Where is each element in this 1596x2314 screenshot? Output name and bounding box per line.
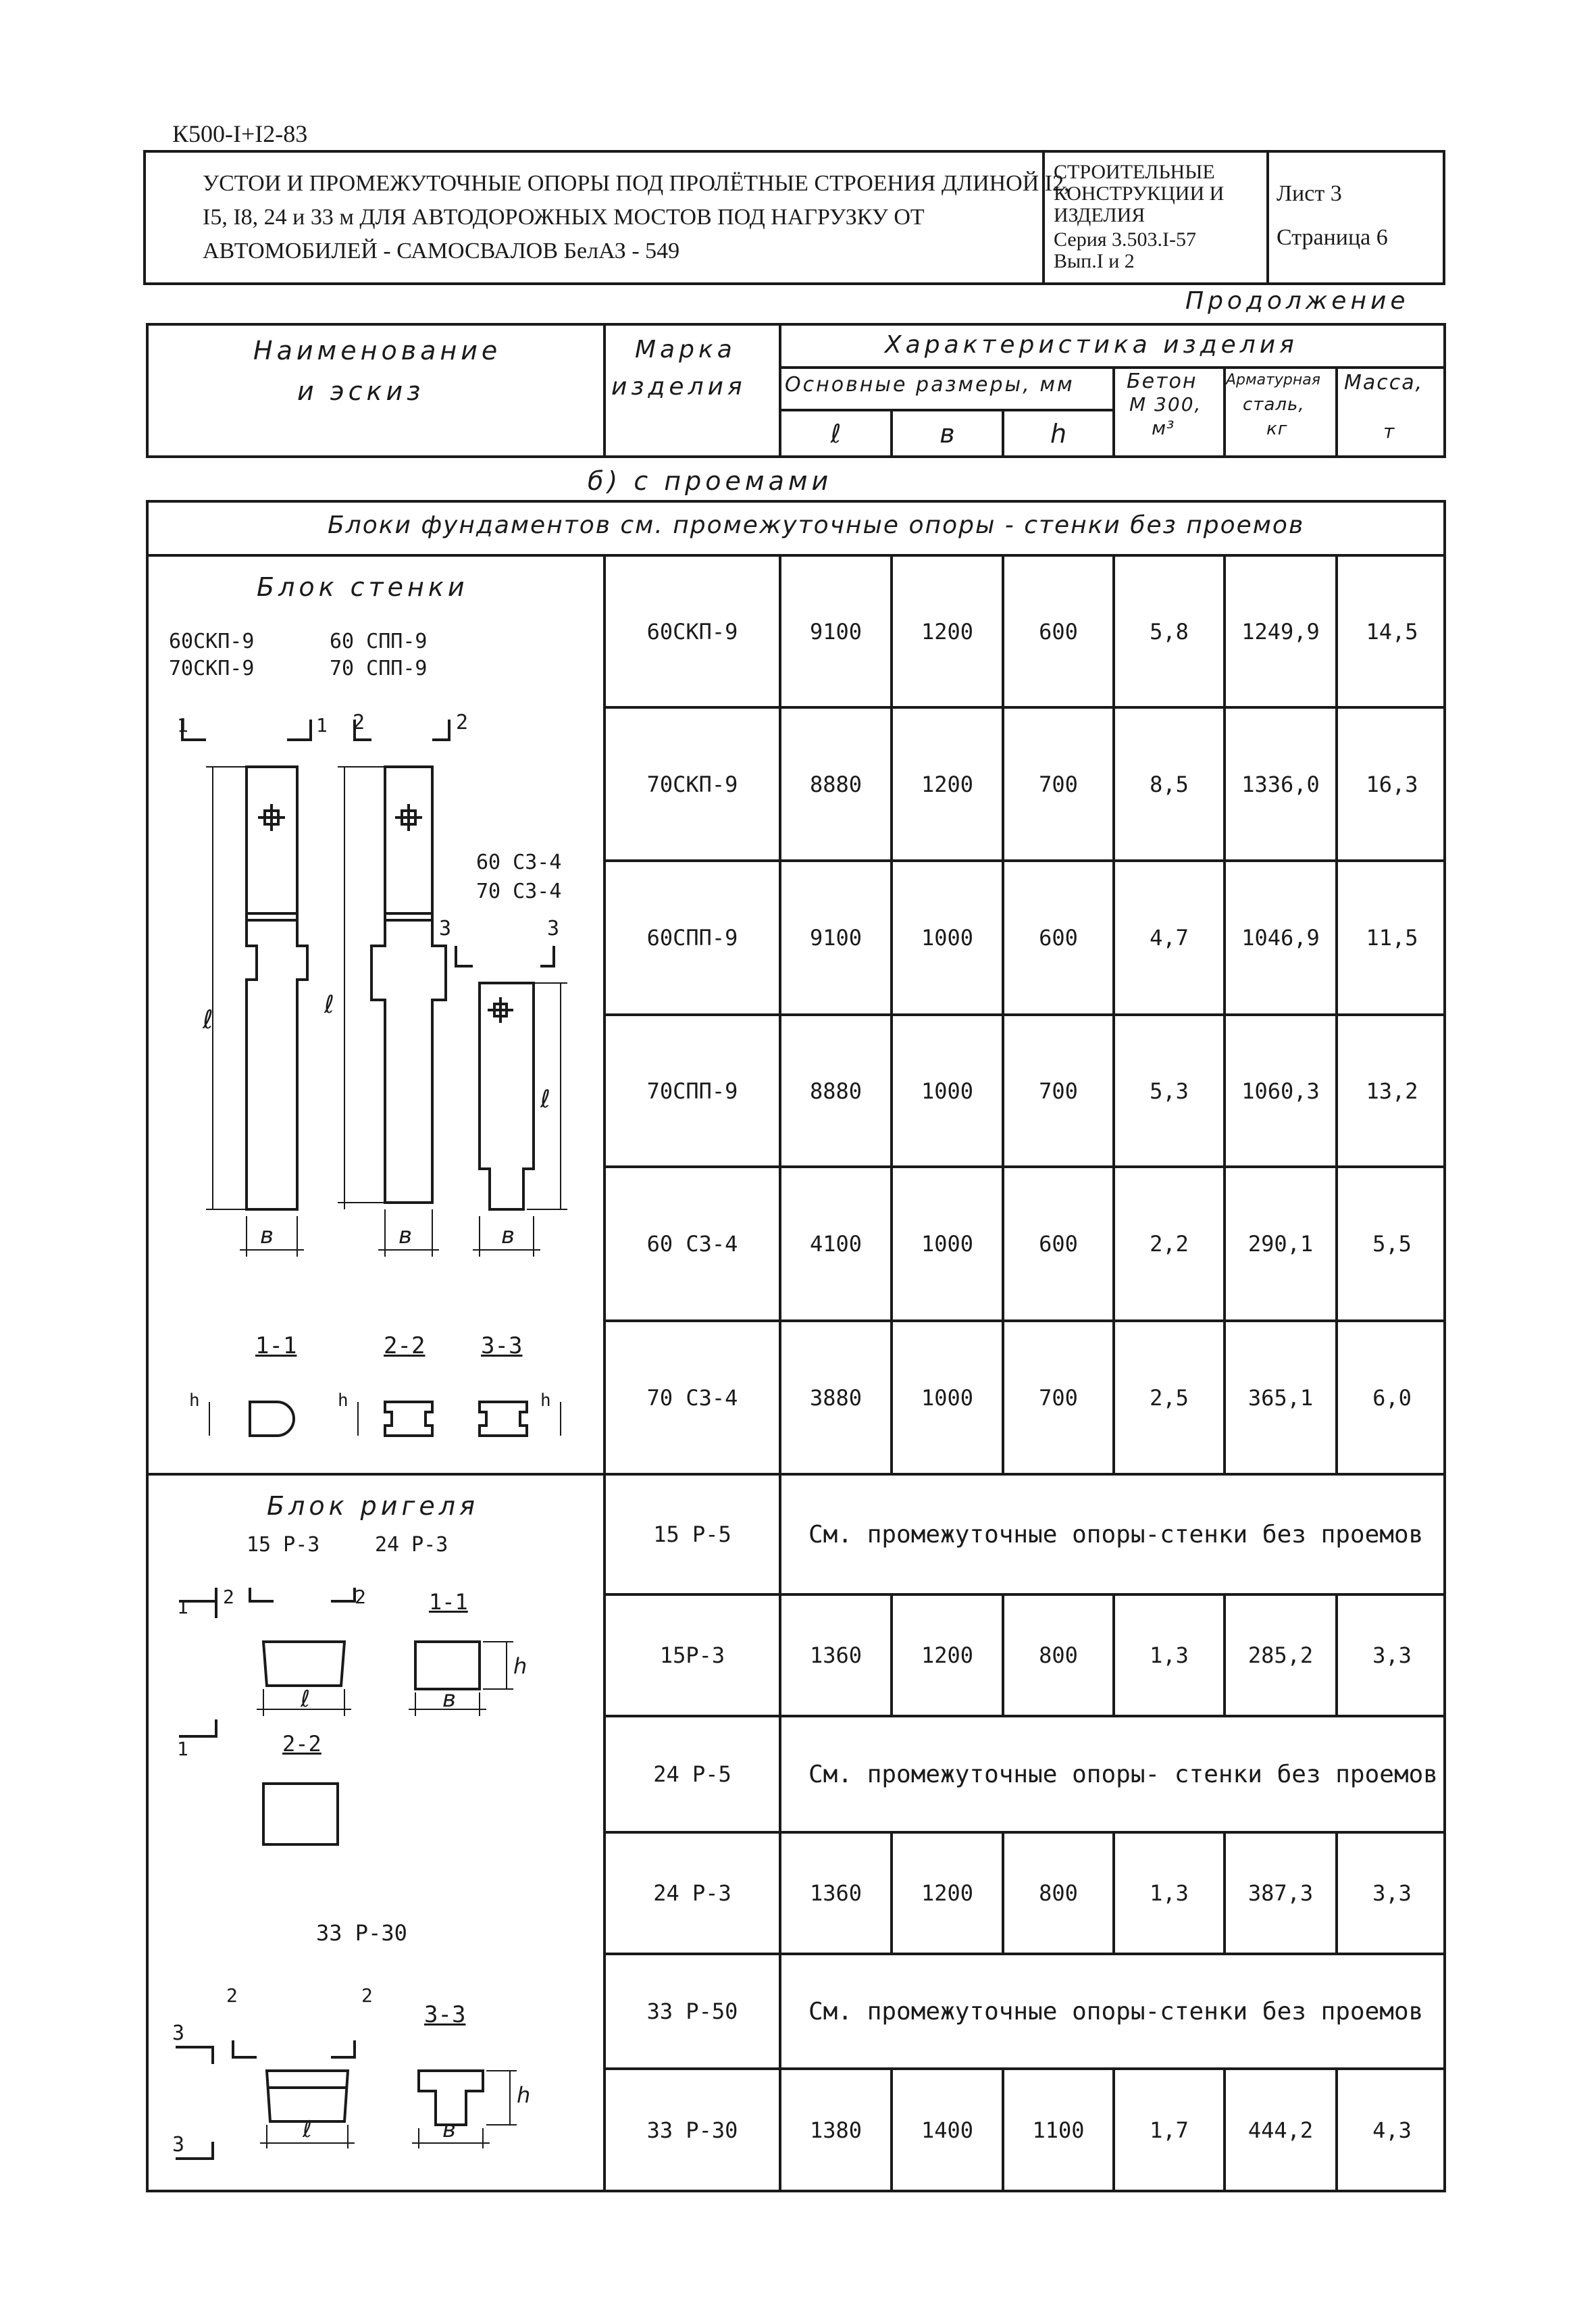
dim-h-cell: 600 xyxy=(1039,618,1078,645)
title-line-3: АВТОМОБИЛЕЙ - САМОСВАЛОВ БелАЗ - 549 xyxy=(203,238,680,263)
concrete-cell: 4,7 xyxy=(1150,925,1189,951)
title-line-2: I5, I8, 24 и 33 м ДЛЯ АВТОДОРОЖНЫХ МОСТОВ ПОД НАГРУЗКУ ОТ xyxy=(203,205,925,230)
wall-dim-l-1: ℓ xyxy=(203,1005,213,1034)
dim-l-cell: 1360 xyxy=(809,1880,863,1906)
dim-h-cell: 600 xyxy=(1039,1231,1078,1257)
mark-cell: 33 Р-50 xyxy=(646,1998,738,2024)
wall-dim-b-1: в xyxy=(260,1222,274,1249)
wall-cut-2-left: 2 xyxy=(353,711,365,734)
hdr-v-1 xyxy=(603,323,606,458)
concrete-cell: 5,8 xyxy=(1150,618,1189,645)
title-divider-2 xyxy=(1266,150,1269,285)
mark-cell: 60СПП-9 xyxy=(646,925,738,951)
wall-dim-l-3: ℓ xyxy=(540,1086,550,1113)
hdr-v-7 xyxy=(1335,366,1338,458)
mark-cell: 70СКП-9 xyxy=(646,771,738,797)
series-label: Серия 3.503.I-57 xyxy=(1054,228,1197,251)
dim-l-cell: 8880 xyxy=(809,771,863,797)
dim-h-cell: 600 xyxy=(1039,925,1078,951)
beam-cut-2-left: 2 xyxy=(223,1586,234,1608)
wall-cut-2-right: 2 xyxy=(456,711,469,734)
issue-label: Вып.I и 2 xyxy=(1054,250,1135,272)
beam-cut-2-right: 2 xyxy=(355,1586,366,1608)
wall-label-60spp: 60 СПП-9 xyxy=(330,630,428,653)
wall-label-70spp: 70 СПП-9 xyxy=(330,657,428,680)
steel-cell: 285,2 xyxy=(1247,1642,1314,1668)
wall-label-70sz: 70 СЗ-4 xyxy=(476,880,562,903)
mass-cell: 4,3 xyxy=(1372,2117,1412,2143)
beam-label-24r3: 24 Р-3 xyxy=(375,1533,448,1557)
sheet-label: Лист 3 xyxy=(1277,181,1342,206)
concrete-cell: 2,2 xyxy=(1150,1231,1189,1257)
dim-b-cell: 1000 xyxy=(921,1078,974,1104)
wall-section-3-3: 3-3 xyxy=(481,1332,523,1359)
page-label: Страница 6 xyxy=(1277,225,1388,250)
beam-33-elevation-shape xyxy=(267,2071,348,2121)
dim-l-cell: 9100 xyxy=(809,925,863,951)
dim-l-cell: 8880 xyxy=(809,1078,863,1104)
mass-cell: 13,2 xyxy=(1366,1078,1418,1104)
beam-section-2-2-label: 2-2 xyxy=(282,1731,321,1757)
beam-label-15r3: 15 Р-3 xyxy=(247,1533,320,1557)
dim-h-cell: 700 xyxy=(1039,1384,1078,1411)
col-steel-1: Арматурная xyxy=(1226,372,1320,388)
beam-dim-l-2: ℓ xyxy=(303,2116,313,2143)
wall-section-1-1: 1-1 xyxy=(255,1332,297,1359)
dim-b-cell: 1000 xyxy=(921,925,974,951)
beam-cut-1-bottom: 1 xyxy=(177,1738,188,1760)
mass-cell: 3,3 xyxy=(1372,1880,1412,1906)
dim-b-cell: 1200 xyxy=(921,771,974,797)
beam-section-3-3-label: 3-3 xyxy=(424,2001,466,2028)
dim-h-cell: 700 xyxy=(1039,1078,1078,1104)
concrete-cell: 2,5 xyxy=(1150,1384,1189,1411)
mass-cell: 14,5 xyxy=(1366,618,1418,645)
concrete-cell: 5,3 xyxy=(1150,1078,1189,1104)
dim-l-cell: 1360 xyxy=(809,1642,863,1668)
steel-cell: 1060,3 xyxy=(1241,1078,1320,1104)
col-dimensions: Основные размеры, мм xyxy=(785,373,1075,397)
col-name-line-1: Наименование xyxy=(253,336,502,366)
col-name-line-2: и эскиз xyxy=(297,376,425,406)
title-line-1: УСТОИ И ПРОМЕЖУТОЧНЫЕ ОПОРЫ ПОД ПРОЛЁТНЫЕ СТРОЕНИЯ ДЛИНОЙ I2, xyxy=(203,171,1070,196)
mark-cell: 60СКП-9 xyxy=(646,618,738,645)
mark-cell: 60 СЗ-4 xyxy=(646,1231,738,1257)
mark-cell: 70 СЗ-4 xyxy=(646,1384,738,1411)
dim-b-cell: 1000 xyxy=(921,1231,974,1257)
document-code: К500-I+I2-83 xyxy=(172,120,308,147)
beam-33-cut-3-top: 3 xyxy=(172,2021,185,2045)
mass-cell: 5,5 xyxy=(1372,1231,1412,1257)
foundation-note: Блоки фундаментов см. промежуточные опоры - стенки без проемов xyxy=(328,511,1305,539)
dim-b-cell: 1000 xyxy=(921,1384,974,1411)
dim-h-cell: 700 xyxy=(1039,771,1078,797)
wall-section-dim-h-1: h xyxy=(189,1390,200,1411)
beam-elevation-shape xyxy=(263,1642,344,1686)
title-divider-1 xyxy=(1042,150,1045,285)
steel-cell: 1046,9 xyxy=(1241,925,1320,951)
category-line-2: КОНСТРУКЦИИ И xyxy=(1054,182,1225,205)
beam-section-1-1-label: 1-1 xyxy=(429,1589,468,1615)
mass-cell: 6,0 xyxy=(1372,1384,1412,1411)
dim-l-cell: 1380 xyxy=(809,2117,863,2143)
col-steel-3: кг xyxy=(1266,419,1288,439)
dim-b-cell: 1400 xyxy=(921,2117,974,2143)
wall-dim-b-3: в xyxy=(501,1222,515,1249)
col-dim-l: ℓ xyxy=(830,419,842,449)
steel-cell: 444,2 xyxy=(1247,2117,1314,2143)
subsection-title: б) с проемами xyxy=(588,466,833,496)
wall-block-title: Блок стенки xyxy=(257,572,469,602)
dim-l-cell: 3880 xyxy=(809,1384,863,1411)
wall-cut-3-left: 3 xyxy=(439,917,452,940)
note-cell: См. промежуточные опоры-стенки без проемов xyxy=(808,1997,1424,2026)
steel-cell: 387,3 xyxy=(1247,1880,1314,1906)
col-mark-line-1: Марка xyxy=(635,336,736,363)
dim-h-cell: 800 xyxy=(1039,1642,1078,1668)
beam-33-cut-2-left: 2 xyxy=(226,1984,238,2007)
wall-label-60sz: 60 СЗ-4 xyxy=(476,851,562,874)
wall-cut-1-right: 1 xyxy=(316,714,328,736)
beam-section-2-2-shape xyxy=(263,1784,338,1844)
category-line-3: ИЗДЕЛИЯ xyxy=(1054,204,1145,226)
wall-dim-b-2: в xyxy=(398,1222,413,1249)
mark-cell: 33 Р-30 xyxy=(646,2117,738,2143)
col-characteristics: Характеристика изделия xyxy=(885,331,1298,359)
beam-dim-h-2: h xyxy=(517,2082,531,2108)
mark-cell: 15Р-3 xyxy=(659,1642,725,1668)
mass-cell: 16,3 xyxy=(1366,771,1418,797)
col-dim-b: в xyxy=(939,419,955,449)
wall-cut-1-left: 1 xyxy=(177,714,188,736)
col-concrete-1: Бетон xyxy=(1127,370,1198,393)
dim-l-cell: 4100 xyxy=(809,1231,863,1257)
dim-h-cell: 1100 xyxy=(1032,2117,1085,2143)
continuation-label: Продолжение xyxy=(1185,287,1410,315)
wall-section-dim-h-2: h xyxy=(338,1390,349,1411)
col-mass-1: Масса, xyxy=(1344,371,1424,395)
mark-cell: 15 Р-5 xyxy=(653,1521,731,1547)
dim-b-cell: 1200 xyxy=(921,618,974,645)
note-cell: См. промежуточные опоры- стенки без проемов xyxy=(808,1760,1438,1788)
beam-33-cut-2-right: 2 xyxy=(361,1984,373,2007)
steel-cell: 1336,0 xyxy=(1241,771,1320,797)
wall-dim-l-2: ℓ xyxy=(324,991,334,1019)
col-concrete-2: М 300, xyxy=(1129,393,1202,416)
beam-33-cut-3-bottom: 3 xyxy=(172,2133,185,2157)
concrete-cell: 1,3 xyxy=(1150,1880,1189,1906)
concrete-cell: 1,7 xyxy=(1150,2117,1189,2143)
dim-l-cell: 9100 xyxy=(809,618,863,645)
col-mass-2: т xyxy=(1383,420,1395,443)
beam-section-1-1-shape xyxy=(415,1642,480,1689)
col-dim-h: h xyxy=(1050,419,1067,449)
beam-dim-h-1: h xyxy=(513,1653,527,1679)
beam-block-title: Блок ригеля xyxy=(267,1491,479,1521)
steel-cell: 365,1 xyxy=(1247,1384,1314,1411)
steel-cell: 1249,9 xyxy=(1241,618,1320,645)
wall-label-60skp: 60СКП-9 xyxy=(169,630,255,653)
col-mark-line-2: изделия xyxy=(611,373,746,401)
dim-h-cell: 800 xyxy=(1039,1880,1078,1906)
beam-label-33r30: 33 Р-30 xyxy=(316,1920,407,1946)
note-cell: См. промежуточные опоры-стенки без проемов xyxy=(808,1520,1424,1549)
beam-dim-l-1: ℓ xyxy=(301,1686,311,1713)
dim-b-cell: 1200 xyxy=(921,1642,974,1668)
col-steel-2: сталь, xyxy=(1243,395,1305,415)
mark-cell: 24 Р-5 xyxy=(653,1761,731,1787)
section-2-2-shape xyxy=(385,1402,432,1436)
mass-cell: 11,5 xyxy=(1366,925,1418,951)
wall-section-dim-h-3: h xyxy=(540,1390,551,1411)
section-1-1-shape xyxy=(250,1402,294,1436)
section-3-3-shape xyxy=(480,1402,527,1436)
mark-cell: 24 Р-3 xyxy=(653,1880,731,1906)
wall-block-1-outline xyxy=(247,767,307,1209)
wall-cut-3-right: 3 xyxy=(547,917,560,940)
steel-cell: 290,1 xyxy=(1247,1231,1314,1257)
concrete-cell: 1,3 xyxy=(1150,1642,1189,1668)
wall-label-70skp: 70СКП-9 xyxy=(169,657,255,680)
wall-block-2-outline xyxy=(371,767,446,1203)
dim-b-cell: 1200 xyxy=(921,1880,974,1906)
mass-cell: 3,3 xyxy=(1372,1642,1412,1668)
beam-cut-1-top: 1 xyxy=(177,1596,188,1618)
beam-dim-b-2: в xyxy=(442,2116,457,2143)
col-concrete-3: м³ xyxy=(1152,417,1175,439)
mark-cell: 70СПП-9 xyxy=(646,1078,738,1104)
concrete-cell: 8,5 xyxy=(1150,771,1189,797)
wall-section-2-2: 2-2 xyxy=(384,1332,426,1359)
category-line-1: СТРОИТЕЛЬНЫЕ xyxy=(1054,161,1215,183)
beam-dim-b-1: в xyxy=(442,1686,457,1713)
hdr-v-5 xyxy=(1112,366,1115,458)
